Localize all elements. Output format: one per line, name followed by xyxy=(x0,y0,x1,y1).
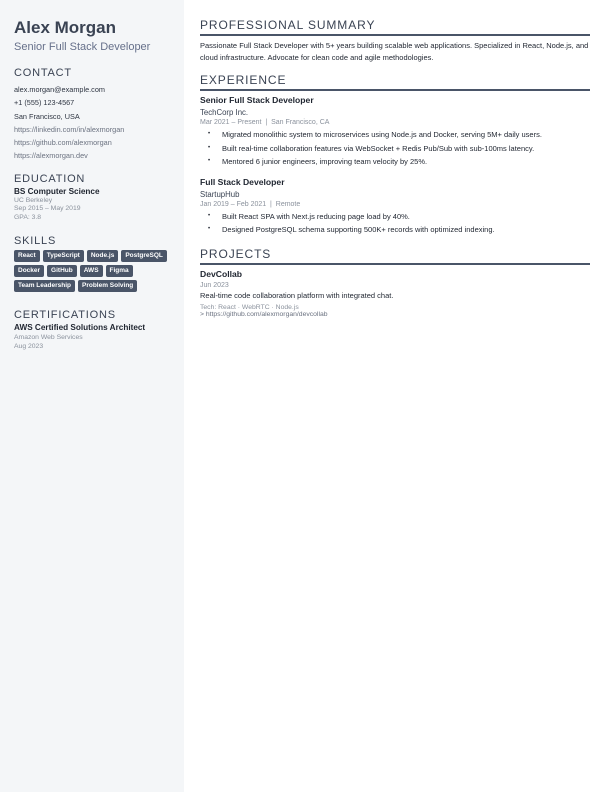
candidate-name: Alex Morgan xyxy=(14,18,117,37)
project-name: DevCollab xyxy=(200,268,243,279)
contact-phone: +1 (555) 123-4567 xyxy=(14,98,75,108)
school: UC Berkeley xyxy=(14,196,53,204)
skill-tag: Team Leadership xyxy=(14,280,75,292)
skill-tag: Figma xyxy=(106,265,133,277)
summary-text: Passionate Full Stack Developer with 5+ years building scalable web applications. Specialized in React, Node.js, and cloud infrastructure. Advocate for clean code and agile methodologies. xyxy=(200,41,589,62)
job-entry xyxy=(200,177,590,237)
skill-tag: TypeScript xyxy=(43,250,84,262)
skills-heading: SKILLS xyxy=(14,235,57,248)
cert-date: Aug 2023 xyxy=(14,342,44,350)
sidebar xyxy=(0,0,184,792)
job-bullet: • Migrated monolithic system to microservices using Node.js and Docker, serving 5M+ daily users. xyxy=(200,128,590,142)
education-heading: EDUCATION xyxy=(14,172,86,185)
summary-heading: PROFESSIONAL SUMMARY xyxy=(200,18,590,36)
job-title: Senior Full Stack Developer xyxy=(200,95,314,105)
skill-tag: Node.js xyxy=(87,250,118,262)
projects-heading: PROJECTS xyxy=(200,247,590,265)
skill-tag: AWS xyxy=(80,265,103,277)
skill-tag: GitHub xyxy=(47,265,77,277)
skill-tag: Problem Solving xyxy=(78,280,137,292)
job-entry xyxy=(200,95,590,169)
skill-tag: Docker xyxy=(14,265,44,277)
skill-tag: PostgreSQL xyxy=(121,250,167,262)
project-description: Real-time code collaboration platform with integrated chat. xyxy=(200,290,394,300)
job-bullet: • Built real-time collaboration features via WebSocket + Redis Pub/Sub with sub-100ms latency. xyxy=(200,142,590,156)
cert-issuer: Amazon Web Services xyxy=(14,334,83,342)
degree: BS Computer Science xyxy=(14,186,100,196)
job-bullet: • Designed PostgreSQL schema supporting 500K+ records with optimized indexing. xyxy=(200,223,590,237)
experience-heading: EXPERIENCE xyxy=(200,73,590,91)
education-dates: Sep 2015 – May 2019 xyxy=(14,205,81,213)
contact-location: San Francisco, USA xyxy=(14,111,80,121)
github-link[interactable]: https://github.com/alexmorgan xyxy=(14,138,112,148)
candidate-title: Senior Full Stack Developer xyxy=(14,41,151,53)
skill-tag: React xyxy=(14,250,40,262)
project-tech: Tech: React · WebRTC · Node.js xyxy=(200,304,299,311)
skills-list xyxy=(14,250,174,292)
job-meta: Jan 2019 – Feb 2021 | Remote xyxy=(200,200,301,208)
job-title: Full Stack Developer xyxy=(200,176,285,187)
job-company: StartupHub xyxy=(200,189,240,199)
project-date: Jun 2023 xyxy=(200,281,229,289)
contact-heading: CONTACT xyxy=(14,67,72,79)
job-bullet: • Mentored 6 junior engineers, improving team velocity by 25%. xyxy=(200,155,590,169)
job-company: TechCorp Inc. xyxy=(200,108,249,117)
contact-email: alex.morgan@example.com xyxy=(14,85,105,94)
job-bullet: • Built React SPA with Next.js reducing page load by 40%. xyxy=(200,210,590,224)
website-link[interactable]: https://alexmorgan.dev xyxy=(14,151,88,161)
gpa: GPA: 3.8 xyxy=(14,213,42,221)
main-content xyxy=(200,18,590,318)
linkedin-link[interactable]: https://linkedin.com/in/alexmorgan xyxy=(14,124,125,134)
certifications-heading: CERTIFICATIONS xyxy=(14,309,116,322)
project-link[interactable]: > https://github.com/alexmorgan/devcollab xyxy=(200,311,328,318)
cert-name: AWS Certified Solutions Architect xyxy=(14,323,146,333)
job-meta: Mar 2021 – Present | San Francisco, CA xyxy=(200,119,330,126)
